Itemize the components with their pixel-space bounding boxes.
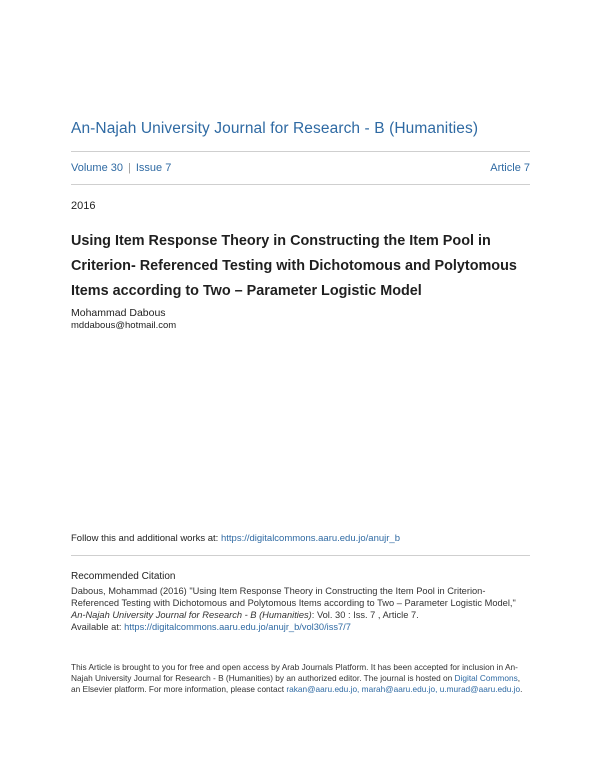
- citation-part1: Dabous, Mohammad (2016) "Using Item Response Theory in Constructing the Item Pool in Criterion-Referenced Testing with Dichotomous and Polytomous Items according to Two – Parameter Logistic Model,": [71, 586, 516, 608]
- author-email: mddabous@hotmail.com: [71, 320, 177, 331]
- citation-part2: : Vol. 30 : Iss. 7 , Article 7.: [311, 610, 419, 620]
- digital-commons-link[interactable]: Digital Commons: [454, 673, 518, 684]
- follow-link[interactable]: https://digitalcommons.aaru.edu.jo/anujr_b: [220, 533, 400, 544]
- separator: |: [127, 162, 131, 174]
- follow-line: [71, 533, 400, 544]
- contact-emails-link[interactable]: rakan@aaru.edu.jo, marah@aaru.edu.jo, u.murad@aaru.edu.jo: [286, 684, 521, 695]
- footer-part1: This Article is brought to you for free and open access by Arab Journals Platform. It has been accepted for inclusion in An-Najah University Journal for Research - B (Humanities) by an authorized editor. The journal is hosted on: [71, 662, 518, 684]
- available-label: Available at:: [71, 622, 125, 632]
- divider-top: [71, 151, 530, 152]
- journal-title[interactable]: An-Najah University Journal for Research - B (Humanities): [71, 120, 479, 137]
- article-link[interactable]: Article 7: [490, 162, 530, 174]
- follow-text: Follow this and additional works at:: [71, 533, 221, 544]
- available-link[interactable]: https://digitalcommons.aaru.edu.jo/anujr_b/vol30/iss7/7: [124, 622, 351, 632]
- footer-part2: , an Elsevier platform. For more information, please contact: [71, 673, 521, 695]
- footer-part3: .: [520, 684, 523, 695]
- citation-heading: Recommended Citation: [71, 571, 176, 582]
- footer-notice: [71, 662, 530, 696]
- citation-text: [71, 585, 530, 633]
- publication-year: 2016: [71, 200, 96, 212]
- citation-journal: An-Najah University Journal for Research - B (Humanities): [71, 610, 312, 620]
- volume-link[interactable]: Volume 30: [71, 162, 123, 174]
- article-title: Using Item Response Theory in Constructing the Item Pool in Criterion- Referenced Testing with Dichotomous and Polytomous Items according to Two – Parameter Logistic Model: [71, 233, 517, 299]
- author-name: Mohammad Dabous: [71, 307, 166, 319]
- divider-bottom: [71, 184, 530, 185]
- divider-citation: [71, 555, 530, 556]
- issue-link[interactable]: Issue 7: [135, 162, 172, 174]
- volume-row: [71, 162, 530, 174]
